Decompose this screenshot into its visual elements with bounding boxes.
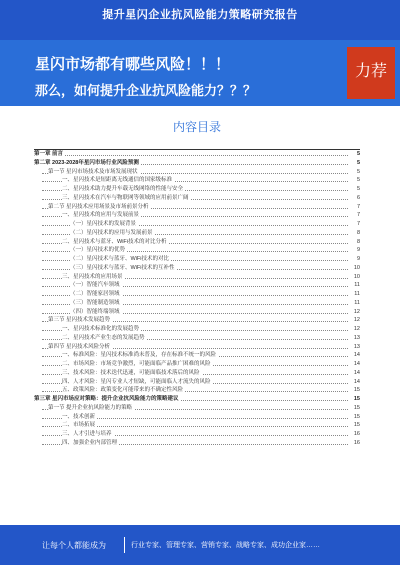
toc-entry-text: （四）智能终端领域 [70, 308, 120, 315]
toc-entry[interactable] [34, 246, 360, 255]
toc-entry[interactable] [34, 176, 360, 185]
report-title: 提升星闪企业抗风险能力策略研究报告 [102, 9, 298, 21]
toc-entry-page: 5 [348, 176, 360, 185]
toc-entry-page: 14 [348, 360, 360, 369]
toc-entry[interactable] [34, 203, 360, 212]
toc-leader-dots [42, 155, 348, 156]
toc-entry[interactable] [34, 290, 360, 299]
toc-entry-text: 第二章 2023-2028年星闪市场行业风险预测 [34, 159, 139, 166]
banner-headline: 星闪市场都有哪些风险！！！ [35, 56, 231, 73]
toc-entry-page: 15 [348, 395, 360, 404]
toc-entry-page: 10 [348, 273, 360, 282]
toc-entry-text: 三、人才引进与培养 [62, 431, 112, 437]
toc-entry[interactable] [34, 404, 360, 413]
toc-entry-page: 15 [348, 413, 360, 422]
toc-entry[interactable] [34, 343, 360, 352]
toc-entry[interactable] [34, 386, 360, 395]
recommend-badge-label: 力荐 [354, 61, 387, 80]
toc-entry-text: 四、人才风险：星闪专业人才短缺，可能面临人才流失的风险 [62, 378, 211, 385]
toc-entry[interactable] [34, 351, 360, 360]
toc-entry-text: 第四节 星闪技术风险分析 [48, 343, 111, 350]
toc-entry[interactable] [34, 395, 360, 404]
toc-entry-text: 一、星闪技术的应用与发展前景 [62, 212, 140, 219]
toc-entry[interactable] [34, 185, 360, 194]
toc-entry[interactable] [34, 229, 360, 238]
toc-entry-text: 二、市场风险：市场竞争激烈，可能面临产品推广困难的风险 [62, 361, 211, 367]
toc-entry-page: 13 [348, 343, 360, 352]
toc-entry-text: （二）星闪技术与蓝牙、WiFi技术的对比 [70, 256, 169, 262]
toc-entry[interactable] [34, 334, 360, 343]
toc-entry[interactable] [34, 211, 360, 220]
toc-entry-text: （三）智能制造领域 [70, 299, 120, 306]
bottom-footer-bar [0, 525, 400, 565]
toc-entry-text: 一、星闪技术是短距离无线通信的国家级标准 [62, 177, 173, 184]
toc-entry-page: 7 [348, 220, 360, 229]
toc-entry-text: 第三章 星闪市场应对策略：提升企业抗风险能力的策略建议 [34, 396, 179, 402]
promo-banner [0, 40, 400, 106]
toc-entry-text: 第三节 星闪技术发展趋势 [48, 317, 111, 324]
toc-entry[interactable] [34, 439, 360, 448]
toc-entry-text: （二）星闪技术的应用与发展前景 [70, 229, 153, 236]
toc-entry-page: 5 [348, 159, 360, 168]
toc-entry-page: 16 [348, 430, 360, 439]
toc-entry-text: 二、星闪技术产业生态的发展趋势 [62, 334, 145, 341]
toc-entry-page: 8 [348, 238, 360, 247]
toc-entry-text: （二）智能家居领域 [70, 291, 120, 297]
toc-entry-text: 一、标准风险：星闪技术标准尚未普及，存在标准不统一的风险 [62, 352, 217, 359]
toc-entry[interactable] [34, 299, 360, 308]
toc-entry-page: 11 [348, 299, 360, 308]
banner-subheadline: 那么，如何提升企业抗风险能力？？？ [35, 83, 257, 98]
toc-entry-text: 第二节 星闪技术应用场景及市场前景分析 [48, 203, 149, 210]
toc-entry-page: 7 [348, 203, 360, 212]
toc-entry-page: 5 [348, 150, 360, 159]
toc-entry-text: 一、星闪技术标准化的发展趋势 [62, 326, 140, 332]
toc-entry-page: 11 [348, 290, 360, 299]
toc-entry-text: 第一节 提升企业抗风险能力的策略 [48, 404, 133, 411]
toc-entry-page: 16 [348, 439, 360, 448]
toc-entry[interactable] [34, 273, 360, 282]
toc-entry[interactable] [34, 378, 360, 387]
toc-entry[interactable] [34, 150, 360, 159]
toc-entry-page: 14 [348, 369, 360, 378]
toc-entry-page: 6 [348, 194, 360, 203]
toc-entry-page: 12 [348, 308, 360, 317]
toc-entry-text: 一、技术创新 [62, 413, 96, 420]
toc-entry-page: 14 [348, 351, 360, 360]
toc-entry[interactable] [34, 264, 360, 273]
toc-title: 内容目录 [172, 120, 221, 134]
toc-entry[interactable] [34, 168, 360, 177]
toc-entry-page: 15 [348, 386, 360, 395]
footer-tagline: 行业专家、管理专家、营销专家、战略专家、成功企业家…… [131, 542, 320, 549]
toc-entry[interactable] [34, 194, 360, 203]
toc-entry-page: 15 [348, 421, 360, 430]
toc-entry-page: 5 [348, 168, 360, 177]
toc-entry[interactable] [34, 238, 360, 247]
toc-entry-text: （一）智能汽车领域 [70, 282, 120, 289]
footer-slogan: 让每个人都能成为 [42, 541, 106, 550]
toc-entry[interactable] [34, 308, 360, 317]
toc-entry-page: 5 [348, 185, 360, 194]
toc-entry-page: 12 [348, 325, 360, 334]
toc-entry-text: 第一节 星闪市场技术及市场发展现状 [48, 168, 138, 175]
toc-entry[interactable] [34, 281, 360, 290]
toc-list [34, 150, 360, 448]
footer-divider [124, 537, 125, 553]
toc-entry-text: 二、星闪技术与蓝牙、WiFi技术的对比分析 [62, 238, 167, 245]
toc-entry[interactable] [34, 421, 360, 430]
toc-entry-page: 7 [348, 211, 360, 220]
toc-entry[interactable] [34, 325, 360, 334]
toc-entry[interactable] [34, 369, 360, 378]
toc-entry-page: 10 [348, 264, 360, 273]
toc-entry-page: 12 [348, 316, 360, 325]
toc-entry-text: 第一章 前言 [34, 151, 64, 157]
toc-entry[interactable] [34, 255, 360, 264]
toc-entry-text: 三、技术风险：技术迭代迅速，可能面临技术落后的风险 [62, 369, 200, 376]
toc-entry[interactable] [34, 316, 360, 325]
toc-entry-text: （一）星闪技术的优势 [70, 247, 126, 254]
toc-entry-text: 五、政策风险：政策变化可能带来的不确定性风险 [62, 387, 184, 394]
toc-entry[interactable] [34, 430, 360, 439]
toc-entry[interactable] [34, 159, 360, 168]
toc-entry-text: （三）星闪技术与蓝牙、WiFi技术的互补性 [70, 264, 175, 271]
toc-entry-text: 二、市场拓展 [62, 422, 96, 429]
toc-entry[interactable] [34, 360, 360, 369]
toc-entry-text: （一）星闪技术的发展背景 [70, 221, 137, 227]
recommend-badge [347, 47, 395, 99]
toc-entry-text: 二、星闪技术助力提升车载无线网络的性能与安全 [62, 186, 184, 192]
toc-entry-page: 13 [348, 334, 360, 343]
toc-entry[interactable] [34, 220, 360, 229]
toc-entry-page: 11 [348, 281, 360, 290]
toc-entry-text: 三、星闪技术的应用场景 [62, 273, 123, 280]
toc-entry-page: 15 [348, 404, 360, 413]
toc-entry-text: 四、加强企业内部管理 [62, 439, 118, 446]
toc-entry[interactable] [34, 413, 360, 422]
toc-entry-text: 三、星闪技术在汽车与物联网等领域的应用前景广阔 [62, 194, 189, 201]
top-header-bar [0, 0, 400, 40]
toc-entry-page: 9 [348, 246, 360, 255]
toc-page [34, 106, 360, 525]
toc-entry-page: 14 [348, 378, 360, 387]
toc-entry-page: 8 [348, 229, 360, 238]
toc-entry-page: 9 [348, 255, 360, 264]
